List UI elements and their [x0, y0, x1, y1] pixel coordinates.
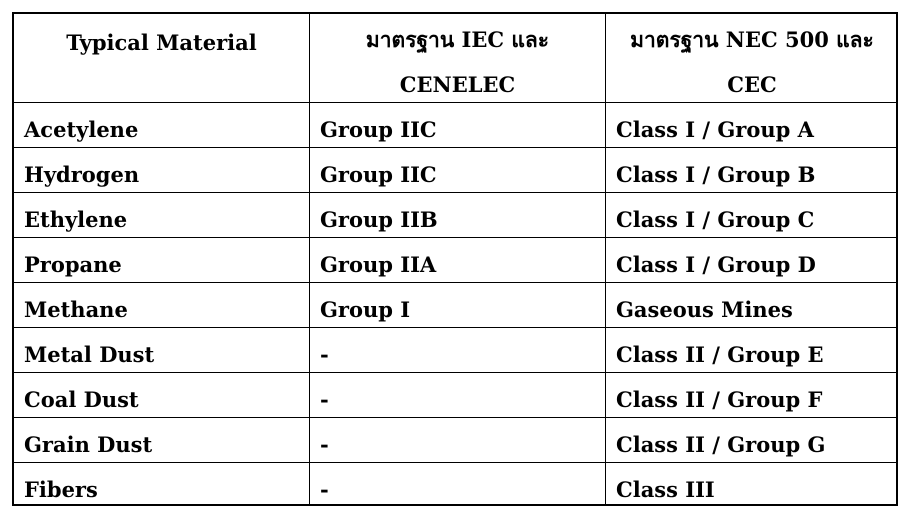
nec-class-cell: Class III — [616, 477, 715, 502]
material-cell: Metal Dust — [24, 342, 155, 367]
row-divider — [14, 327, 896, 328]
header-iec-cenelec-line1: มาตรฐาน IEC และ — [365, 27, 550, 52]
row-divider — [14, 237, 896, 238]
nec-class-cell: Class I / Group C — [616, 207, 815, 232]
material-cell: Hydrogen — [24, 162, 140, 187]
material-cell: Ethylene — [24, 207, 128, 232]
row-divider — [14, 147, 896, 148]
row-divider — [14, 417, 896, 418]
nec-class-cell: Class II / Group E — [616, 342, 824, 367]
nec-class-cell: Class I / Group A — [616, 117, 814, 142]
iec-group-cell: - — [320, 432, 329, 457]
material-cell: Coal Dust — [24, 387, 139, 412]
nec-class-cell: Gaseous Mines — [616, 297, 793, 322]
row-divider — [14, 192, 896, 193]
nec-class-cell: Class I / Group B — [616, 162, 816, 187]
header-iec-cenelec-line2: CENELEC — [399, 72, 516, 97]
iec-group-cell: Group IIB — [320, 207, 438, 232]
material-cell: Methane — [24, 297, 128, 322]
iec-group-cell: - — [320, 477, 329, 502]
material-cell: Acetylene — [24, 117, 139, 142]
nec-class-cell: Class II / Group G — [616, 432, 826, 457]
iec-group-cell: Group IIC — [320, 162, 437, 187]
nec-class-cell: Class I / Group D — [616, 252, 816, 277]
material-cell: Fibers — [24, 477, 98, 502]
iec-group-cell: Group IIC — [320, 117, 437, 142]
header-typical-material: Typical Material — [66, 30, 257, 55]
material-classification-table — [12, 12, 898, 506]
iec-group-cell: Group I — [320, 297, 411, 322]
row-divider — [14, 462, 896, 463]
iec-group-cell: - — [320, 342, 329, 367]
iec-group-cell: - — [320, 387, 329, 412]
nec-class-cell: Class II / Group F — [616, 387, 823, 412]
material-cell: Propane — [24, 252, 122, 277]
material-cell: Grain Dust — [24, 432, 153, 457]
header-nec-cec-line1: มาตรฐาน NEC 500 และ — [630, 27, 874, 52]
row-divider — [14, 372, 896, 373]
row-divider — [14, 282, 896, 283]
header-nec-cec-line2: CEC — [727, 72, 777, 97]
header-divider — [14, 102, 896, 103]
iec-group-cell: Group IIA — [320, 252, 437, 277]
